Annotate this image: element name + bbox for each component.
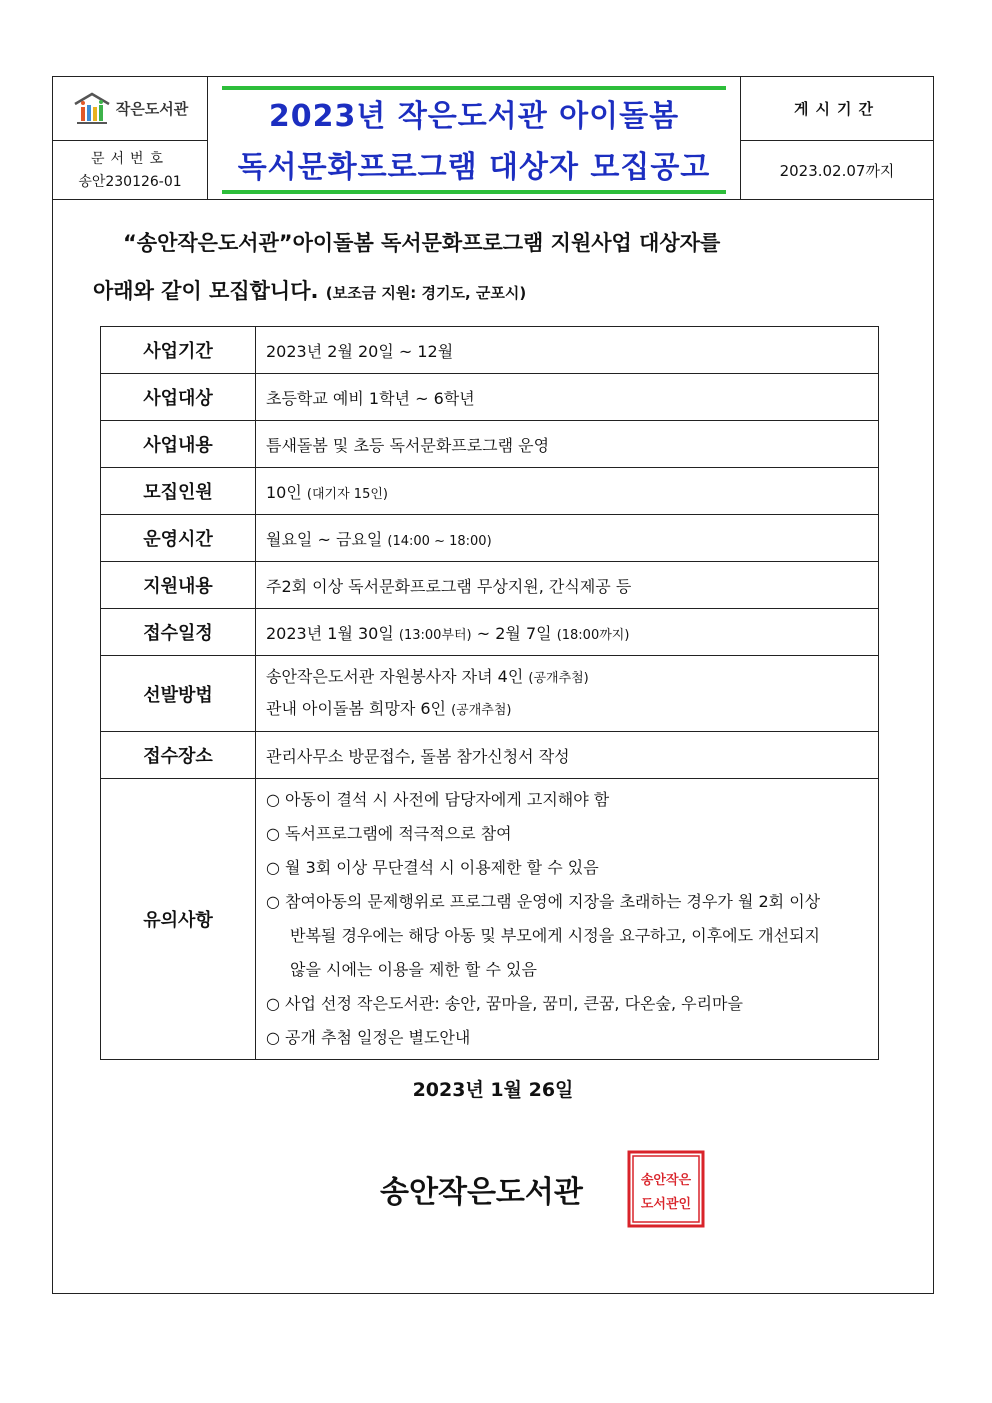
hours-cell [256, 515, 879, 562]
note-item: ○ 독서프로그램에 적극적으로 참여 [266, 824, 512, 843]
subsidy-note: (보조금 지원: 경기도, 군포시) [325, 284, 527, 302]
place-value: 관리사무소 방문접수, 돌봄 참가신청서 작성 [256, 732, 879, 779]
note-item-continued: 반복될 경우에는 해당 아동 및 부모에게 시정을 요구하고, 이후에도 개선되지 [290, 926, 820, 945]
notes-cell [256, 779, 879, 1060]
note-item: ○ 참여아동의 문제행위로 프로그램 운영에 지장을 초래하는 경우가 월 2회 이상 [266, 892, 821, 911]
notes-label: 유의사항 [101, 779, 256, 1060]
recruit-cell [256, 468, 879, 515]
table-row [101, 374, 879, 421]
intro-line-2-text: 아래와 같이 모집합니다. [93, 279, 319, 303]
recruit-value: 10인 [266, 482, 302, 502]
schedule-start: 2023년 1월 30일 [266, 623, 394, 643]
seal-text-top: 송안작은 [640, 1173, 692, 1188]
doc-number-cell [53, 141, 208, 199]
note-item: ○ 공개 추첨 일정은 별도안내 [266, 1028, 471, 1047]
seal-text-bottom: 도서관인 [640, 1197, 692, 1212]
header-table [53, 77, 933, 200]
note-item: ○ 월 3회 이상 무단결석 시 이용제한 할 수 있음 [266, 858, 599, 877]
selection-label: 선발방법 [101, 656, 256, 732]
notice-date: 2023년 1월 26일 [412, 1079, 574, 1101]
note-item-continued: 않을 시에는 이용을 제한 할 수 있음 [290, 960, 537, 979]
table-row [101, 468, 879, 515]
table-row [101, 732, 879, 779]
schedule-end: ~ 2월 7일 [476, 623, 552, 643]
title-line-2: 독서문화프로그램 대상자 모집공고 [237, 150, 711, 185]
content-label: 사업내용 [101, 421, 256, 468]
support-value: 주2회 이상 독서문화프로그램 무상지원, 간식제공 등 [256, 562, 879, 609]
doc-number-label: 문서번호 [90, 151, 170, 167]
title-line-1: 2023년 작은도서관 아이돌봄 [268, 99, 680, 134]
content-value: 틈새돌봄 및 초등 독서문화프로그램 운영 [256, 421, 879, 468]
official-seal-icon [627, 1150, 705, 1228]
selection-line-1 [266, 662, 868, 694]
logo-text: 작은도서관 [115, 100, 189, 118]
period-label: 사업기간 [101, 327, 256, 374]
library-logo [53, 77, 208, 141]
selection-line-2 [266, 694, 868, 726]
selection-line-2-note: (공개추첨) [451, 702, 512, 718]
program-info-table [100, 326, 879, 1060]
posting-period-label: 게시기간 [741, 77, 933, 141]
table-row [101, 609, 879, 656]
table-row [101, 327, 879, 374]
target-value: 초등학교 예비 1학년 ~ 6학년 [256, 374, 879, 421]
target-label: 사업대상 [101, 374, 256, 421]
notice-frame [52, 76, 934, 1294]
table-row [101, 779, 879, 1060]
table-row [101, 656, 879, 732]
selection-line-1-note: (공개추첨) [528, 670, 589, 686]
posting-period-value: 2023.02.07까지 [779, 161, 895, 180]
selection-cell [256, 656, 879, 732]
table-row [101, 515, 879, 562]
table-row [101, 562, 879, 609]
selection-line-1-text: 송안작은도서관 자원봉사자 자녀 4인 [266, 666, 524, 686]
period-value: 2023년 2월 20일 ~ 12월 [256, 327, 879, 374]
note-item: ○ 아동이 결석 시 사전에 담당자에게 고지해야 함 [266, 790, 610, 809]
place-label: 접수장소 [101, 732, 256, 779]
recruit-note: (대기자 15인) [306, 486, 388, 502]
intro-line-1: “송안작은도서관”아이돌봄 독서문화프로그램 지원사업 대상자를 [123, 231, 721, 255]
table-row [101, 421, 879, 468]
selection-line-2-text: 관내 아이돌봄 희망자 6인 [266, 698, 446, 718]
hours-note: (14:00 ~ 18:00) [387, 533, 492, 549]
title-cell [208, 77, 741, 199]
schedule-cell [256, 609, 879, 656]
library-house-icon [72, 92, 112, 126]
recruit-label: 모집인원 [101, 468, 256, 515]
title-bottom-bar [222, 190, 726, 194]
title-top-bar [222, 86, 726, 90]
hours-label: 운영시간 [101, 515, 256, 562]
organization-name: 송안작은도서관 [380, 1175, 583, 1210]
note-item: ○ 사업 선정 작은도서관: 송안, 꿈마을, 꿈미, 큰꿈, 다온숲, 우리마을 [266, 994, 743, 1013]
doc-number: 송안230126-01 [78, 174, 182, 190]
schedule-label: 접수일정 [101, 609, 256, 656]
schedule-start-note: (13:00부터) [398, 627, 472, 643]
intro-line-2 [93, 275, 893, 305]
schedule-end-note: (18:00까지) [556, 627, 630, 643]
support-label: 지원내용 [101, 562, 256, 609]
hours-value: 월요일 ~ 금요일 [266, 529, 383, 549]
